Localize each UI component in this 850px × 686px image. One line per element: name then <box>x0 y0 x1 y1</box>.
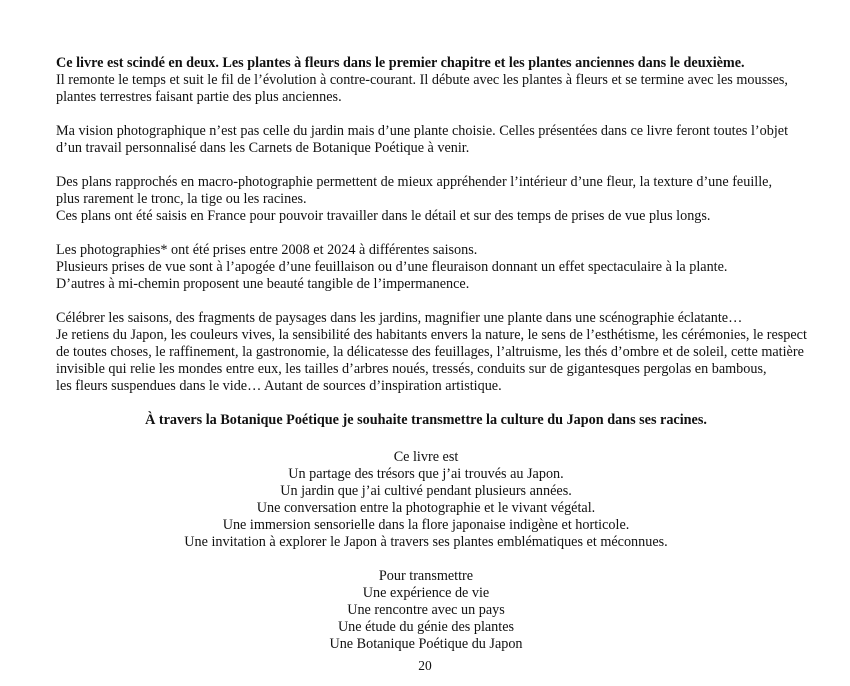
centered-line: Une rencontre avec un pays <box>347 602 505 618</box>
centered-line: Une Botanique Poétique du Japon <box>329 636 523 652</box>
paragraph-line: Des plans rapprochés en macro-photographie permettent de mieux appréhender l’intérieur d’une fleur, la texture d’une feuille, <box>56 174 772 190</box>
paragraph-line: Plusieurs prises de vue sont à l’apogée d’une feuillaison ou d’une fleuraison donnant un effet spectaculaire à la plante. <box>56 259 728 275</box>
page-number: 20 <box>418 658 432 673</box>
centered-line: Un partage des trésors que j’ai trouvés au Japon. <box>288 466 564 482</box>
centered-line: Une étude du génie des plantes <box>337 619 515 635</box>
paragraph-line: Célébrer les saisons, des fragments de paysages dans les jardins, magnifier une plante dans une scénographie éclatante… <box>56 310 743 326</box>
centered-line: Une immersion sensorielle dans la flore japonaise indigène et horticole. <box>222 517 630 533</box>
centered-poem <box>56 449 796 653</box>
paragraph-vision <box>56 123 796 157</box>
text-paragraphs <box>56 55 807 395</box>
paragraph-line: d’un travail personnalisé dans les Carnets de Botanique Poétique à venir. <box>56 140 470 156</box>
paragraph-photos <box>56 242 796 293</box>
mission-statement: À travers la Botanique Poétique je souhaite transmettre la culture du Japon dans ses racines. <box>145 412 707 428</box>
paragraph-line: Ce livre est scindé en deux. Les plantes à fleurs dans le premier chapitre et les plantes anciennes dans le deuxième. <box>56 55 745 71</box>
paragraph-intro <box>56 55 796 106</box>
paragraph-line: de toutes choses, le raffinement, la gastronomie, la délicatesse des feuillages, l’altruisme, les thés d’ombre et de soleil, cette matière <box>56 344 804 360</box>
centered-block-ce-livre <box>56 449 796 551</box>
paragraph-line: Ces plans ont été saisis en France pour pouvoir travailler dans le détail et sur des temps de prises de vue plus longs. <box>56 208 711 224</box>
paragraph-line: plus rarement le tronc, la tige ou les racines. <box>56 191 307 207</box>
paragraph-line: invisible qui relie les mondes entre eux, les tailles d’arbres noués, tressés, conduits sur de gigantesques pergolas en bambous, <box>56 361 767 377</box>
paragraph-line: D’autres à mi-chemin proposent une beauté tangible de l’impermanence. <box>56 276 470 292</box>
paragraph-macro <box>56 174 796 225</box>
paragraph-line: Je retiens du Japon, les couleurs vives, la sensibilité des habitants envers la nature, le sens de l’esthétisme, les cérémonies, le respect <box>56 327 807 343</box>
centered-line: Ce livre est <box>393 449 459 465</box>
paragraph-line: Les photographies* ont été prises entre 2008 et 2024 à différentes saisons. <box>56 242 478 258</box>
page-body <box>56 55 807 670</box>
centered-line: Une conversation entre la photographie et le vivant végétal. <box>256 500 596 516</box>
paragraph-japon <box>56 310 807 395</box>
centered-line: Un jardin que j’ai cultivé pendant plusieurs années. <box>280 483 572 499</box>
paragraph-line: plantes terrestres faisant partie des plus anciennes. <box>56 89 342 105</box>
centered-line: Une expérience de vie <box>362 585 490 601</box>
centered-line: Pour transmettre <box>378 568 474 584</box>
centered-line: Une invitation à explorer le Japon à travers ses plantes emblématiques et méconnues. <box>184 534 668 550</box>
centered-block-transmettre <box>56 568 796 653</box>
paragraph-line: Ma vision photographique n’est pas celle du jardin mais d’une plante choisie. Celles présentées dans ce livre feront toutes l’objet <box>56 123 789 139</box>
paragraph-line: les fleurs suspendues dans le vide… Autant de sources d’inspiration artistique. <box>56 378 502 394</box>
paragraph-line: Il remonte le temps et suit le fil de l’évolution à contre-courant. Il débute avec les plantes à fleurs et se termine avec les mousses, <box>56 72 788 88</box>
